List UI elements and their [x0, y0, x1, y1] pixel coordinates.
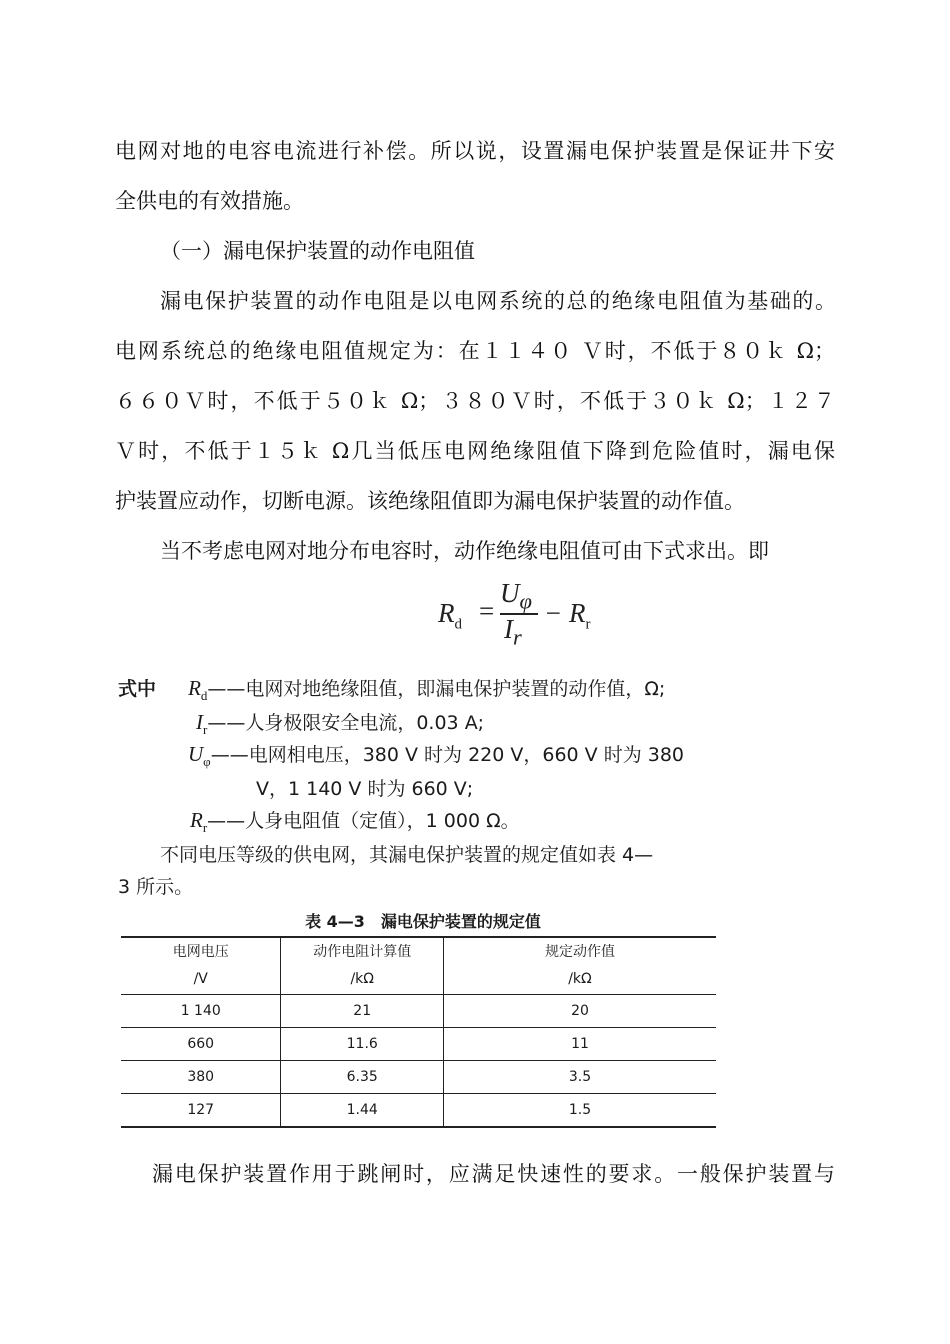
formula-equals: =: [479, 596, 495, 626]
col-unit-setting: /kΩ: [443, 964, 716, 995]
table-cell: 21: [281, 995, 443, 1028]
table-cell: 11: [443, 1028, 716, 1061]
def-ir: $I_r——$人身极限安全电流，0.03 A;: [196, 710, 485, 738]
def-rr: $R_r——$人身电阻值（定值），1 000 Ω。: [190, 808, 520, 836]
table-note-line2: 3 所示。: [118, 876, 194, 898]
para1-line2: 全供电的有效措施。: [115, 189, 304, 213]
table-note-line1: 不同电压等级的供电网，其漏电保护装置的规定值如表 4—: [160, 844, 654, 866]
col-header-calc: 动作电阻计算值: [281, 937, 443, 964]
table-header-row: [121, 937, 716, 964]
table-caption: 表 4—3 漏电保护装置的规定值: [305, 912, 541, 931]
para3: 当不考虑电网对地分布电容时，动作绝缘电阻值可由下式求出。即: [160, 539, 769, 563]
section-heading: （一）漏电保护装置的动作电阻值: [160, 239, 475, 263]
table-cell: 1.5: [443, 1094, 716, 1128]
def-rd: 式中 $R_d——$电网对地绝缘阻值，即漏电保护装置的动作值，Ω;: [118, 676, 666, 704]
table-cell: 11.6: [281, 1028, 443, 1061]
formula: [410, 576, 610, 648]
table-row: [121, 995, 716, 1028]
def-u-continued: V，1 140 V 时为 660 V;: [256, 778, 474, 800]
settings-table: [121, 936, 716, 1128]
col-unit-voltage: /V: [121, 964, 281, 995]
para1-line1: 电网对地的电容电流进行补偿。所以说，设置漏电保护装置是保证井下安: [115, 139, 835, 163]
table-cell: 20: [443, 995, 716, 1028]
table-cell: 380: [121, 1061, 281, 1094]
para2-line2: 电网系统总的绝缘电阻值规定为：在１１４０ Ｖ时，不低于８０ｋ Ω；: [115, 339, 835, 363]
table-cell: 1.44: [281, 1094, 443, 1128]
para2-line1: 漏电保护装置的动作电阻是以电网系统的总的绝缘电阻值为基础的。: [160, 289, 836, 313]
table-cell: 6.35: [281, 1061, 443, 1094]
col-unit-calc: /kΩ: [281, 964, 443, 995]
para2-line3: ６６０Ｖ时，不低于５０ｋ Ω；３８０Ｖ时，不低于３０ｋ Ω；１２７: [115, 389, 835, 413]
table-unit-row: [121, 964, 716, 995]
table-row: [121, 1028, 716, 1061]
para2-line5: 护装置应动作，切断电源。该绝缘阻值即为漏电保护装置的动作值。: [115, 489, 745, 513]
table-row: [121, 1061, 716, 1094]
formula-rhs: − $R_r$: [544, 598, 591, 633]
table-cell: 1 140: [121, 995, 281, 1028]
def-u: $U_\varphi——$电网相电压，380 V 时为 220 V，660 V 时为 380: [188, 742, 685, 770]
formula-denominator: $I_r$: [504, 614, 522, 650]
table-cell: 3.5: [443, 1061, 716, 1094]
table-row: [121, 1094, 716, 1128]
table-cell: 127: [121, 1094, 281, 1128]
scanned-excerpt: [118, 666, 728, 1126]
para2-line4: Ｖ时，不低于１５ｋ Ω几当低压电网绝缘阻值下降到危险值时，漏电保: [115, 439, 835, 463]
para4: 漏电保护装置作用于跳闸时，应满足快速性的要求。一般保护装置与: [152, 1162, 835, 1186]
table-cell: 660: [121, 1028, 281, 1061]
col-header-setting: 规定动作值: [443, 937, 716, 964]
col-header-voltage: 电网电压: [121, 937, 281, 964]
formula-numerator: $U_\varphi$: [500, 578, 532, 614]
formula-lhs: $R_d$: [438, 598, 462, 633]
